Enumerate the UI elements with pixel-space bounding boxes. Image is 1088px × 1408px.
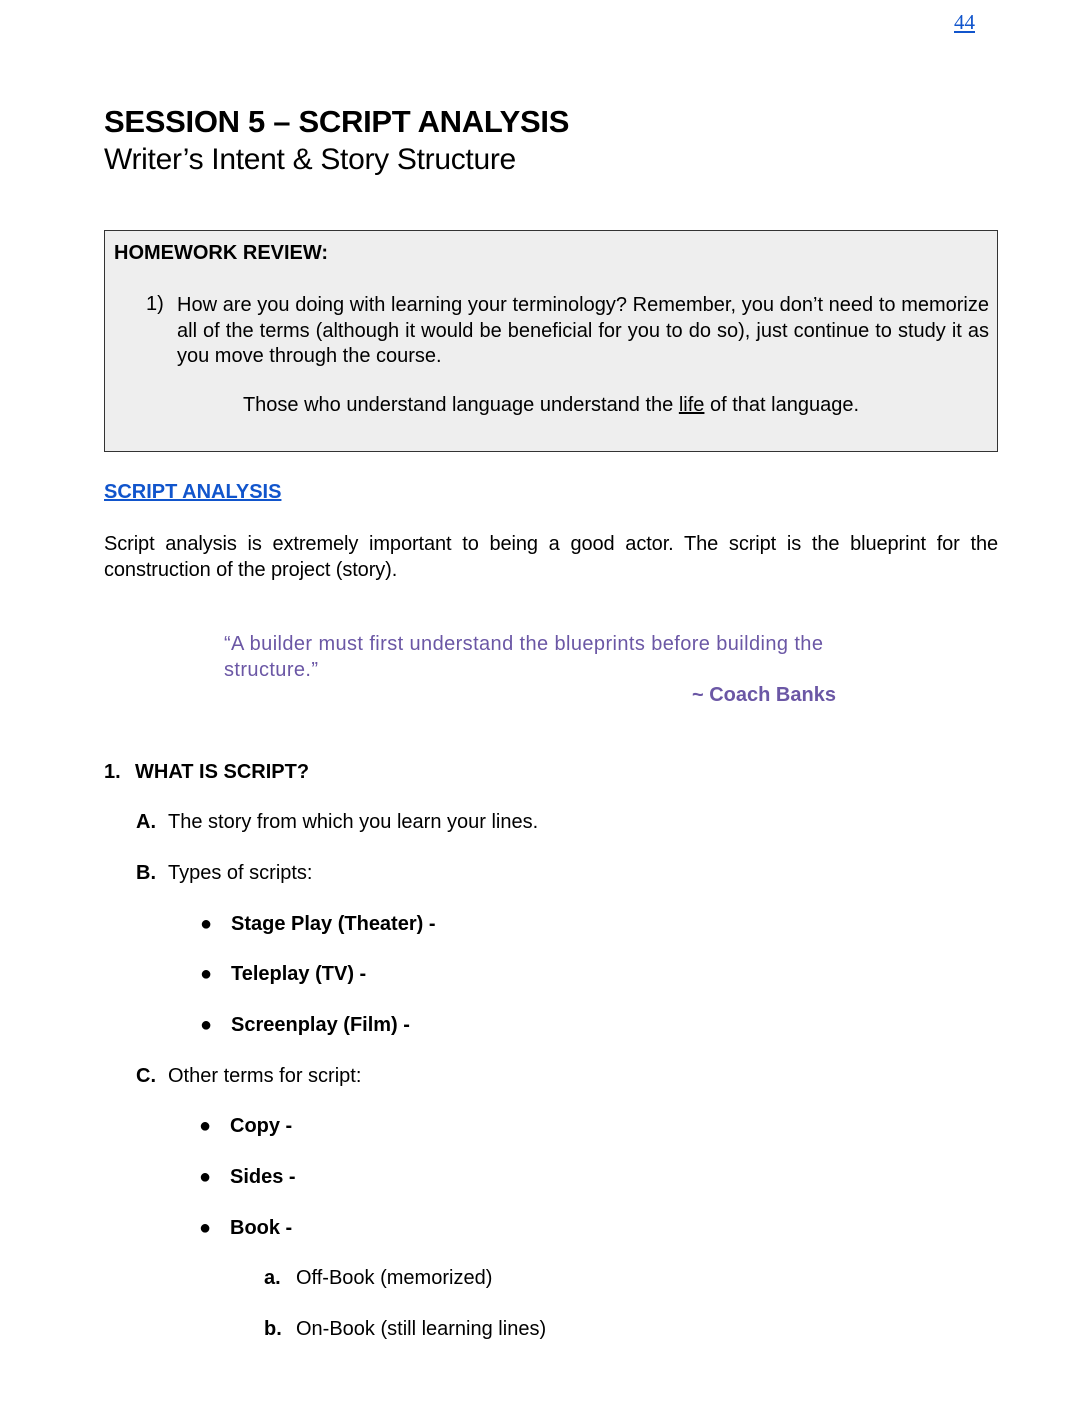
homework-quote xyxy=(105,394,997,417)
script-analysis-link[interactable]: SCRIPT ANALYSIS xyxy=(104,481,282,503)
bullet-icon: ● xyxy=(200,1014,213,1036)
item-b-letter: B. xyxy=(136,862,156,884)
item-c-letter: C. xyxy=(136,1065,156,1087)
page-title: SESSION 5 – SCRIPT ANALYSIS xyxy=(104,104,570,139)
item-b-text: Types of scripts: xyxy=(168,862,313,884)
homework-item-text: How are you doing with learning your terminology? Remember, you don’t need to memorize all of the terms (although it would be beneficial for you to do so), just continue to study it as you move through the course. xyxy=(177,294,989,367)
section-1-heading: WHAT IS SCRIPT? xyxy=(135,761,310,783)
sub-item-on-book: On-Book (still learning lines) xyxy=(296,1318,547,1340)
bullet-icon: ● xyxy=(199,1115,212,1137)
homework-item-number: 1) xyxy=(146,293,164,315)
bullet-icon: ● xyxy=(200,963,213,985)
coach-quote-text: “A builder must first understand the blueprints before building the structure.” xyxy=(224,633,824,681)
page-number[interactable]: 44 xyxy=(954,10,975,34)
sub-item-off-book: Off-Book (memorized) xyxy=(296,1267,493,1289)
intro-paragraph: Script analysis is extremely important to being a good actor. The script is the blueprint for the construction of the project (story). xyxy=(104,533,998,581)
coach-quote-author: ~ Coach Banks xyxy=(692,684,836,706)
item-c-text: Other terms for script: xyxy=(168,1065,362,1087)
script-term-sides: Sides - xyxy=(230,1166,296,1188)
sub-item-a-letter: a. xyxy=(264,1267,281,1289)
item-a-letter: A. xyxy=(136,811,156,833)
script-type-screenplay: Screenplay (Film) - xyxy=(231,1014,410,1036)
script-term-copy: Copy - xyxy=(230,1115,293,1137)
homework-review-box xyxy=(104,230,998,452)
bullet-icon: ● xyxy=(199,1217,212,1239)
homework-quote-underlined: life xyxy=(678,394,705,416)
page-subtitle: Writer’s Intent & Story Structure xyxy=(104,143,516,176)
section-1-number: 1. xyxy=(104,761,121,783)
item-a-text: The story from which you learn your lines. xyxy=(168,811,539,833)
script-type-teleplay: Teleplay (TV) - xyxy=(231,963,367,985)
homework-heading: HOMEWORK REVIEW: xyxy=(114,242,329,264)
script-term-book: Book - xyxy=(230,1217,293,1239)
homework-quote-after: of that language. xyxy=(704,394,860,416)
bullet-icon: ● xyxy=(199,1166,212,1188)
bullet-icon: ● xyxy=(200,913,213,935)
sub-item-b-letter: b. xyxy=(264,1318,282,1340)
homework-quote-before: Those who understand language understand the xyxy=(242,394,679,416)
script-type-stage-play: Stage Play (Theater) - xyxy=(231,913,436,935)
